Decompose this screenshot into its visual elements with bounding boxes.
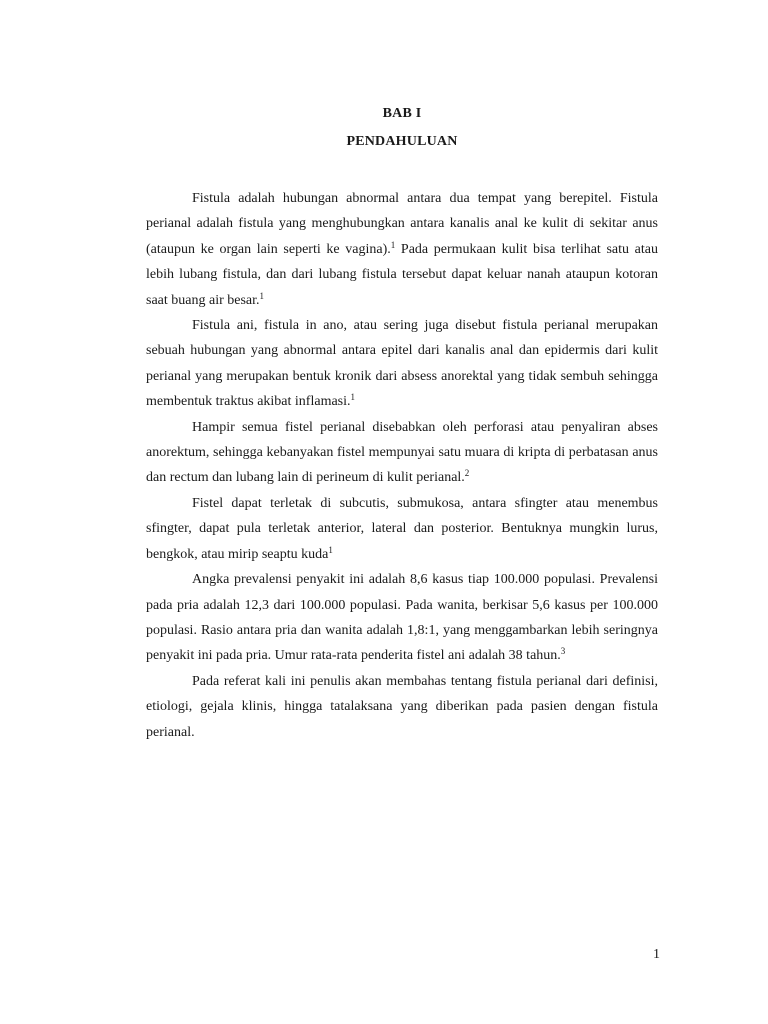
citation-marker: 3 — [560, 646, 566, 657]
paragraph — [146, 669, 658, 745]
page-number: 1 — [653, 947, 660, 962]
paragraph — [146, 567, 658, 669]
paragraph-text: Angka prevalensi penyakit ini adalah 8,6 kasus tiap 100.000 populasi. Prevalensi pada pria adalah 12,3 dari 100.000 populasi. Pada wanita, berkisar 5,6 kasus per 100.000 populasi. Rasio antara pria dan wanita adalah 1,8:1, yang menggambarkan lebih seringnya penyakit ini pada pria. Umur rata-rata penderita fistel ani adalah 38 tahun. — [146, 572, 658, 664]
paragraph-text: Fistula adalah hubungan abnormal antara dua tempat yang berepitel. Fistula perianal adalah fistula yang menghubungkan antara kanalis anal ke kulit di sekitar anus (ataupun ke organ lain seperti ke vagina). — [146, 191, 658, 257]
paragraph-text: Pada permukaan kulit bisa terlihat satu atau lebih lubang fistula, dan dari lubang fistula tersebut dapat keluar nanah ataupun kotoran saat buang air besar. — [146, 241, 658, 308]
paragraph — [146, 313, 658, 415]
citation-marker: 1 — [259, 290, 265, 301]
paragraph-text: Fistel dapat terletak di subcutis, submukosa, antara sfingter atau menembus sfingter, dapat pula terletak anterior, lateral dan posterior. Bentuknya mungkin lurus, bengkok, atau mirip seaptu kuda — [146, 495, 658, 562]
chapter-title: PENDAHULUAN — [346, 134, 458, 149]
paragraph-text: Hampir semua fistel perianal disebabkan oleh perforasi atau penyaliran abses anorektum, sehingga kebanyakan fistel mempunyai satu muara di kripta di perbatasan anus dan rectum dan lubang lain di perineum di kulit perianal. — [146, 419, 658, 486]
paragraph — [146, 491, 658, 567]
paragraph — [146, 186, 658, 313]
citation-marker: 1 — [390, 239, 396, 250]
citation-marker: 1 — [328, 544, 333, 555]
citation-marker: 1 — [350, 392, 356, 403]
paragraph-text: Pada referat kali ini penulis akan membahas tentang fistula perianal dari definisi, etiologi, gejala klinis, hingga tatalaksana yang diberikan pada pasien dengan fistula perianal. — [146, 673, 658, 740]
chapter-heading: BAB I — [382, 106, 422, 121]
paragraph-text: Fistula ani, fistula in ano, atau sering juga disebut fistula perianal merupakan sebuah hubungan yang abnormal antara epitel dari kanalis anal dan epidermis dari kulit perianal yang merupakan bentuk kronik dari absess anorektal yang tidak sembuh sehingga membentuk traktus akibat inflamasi. — [146, 318, 658, 410]
citation-marker: 2 — [464, 468, 470, 479]
body-text — [146, 186, 658, 745]
paragraph — [146, 415, 658, 491]
